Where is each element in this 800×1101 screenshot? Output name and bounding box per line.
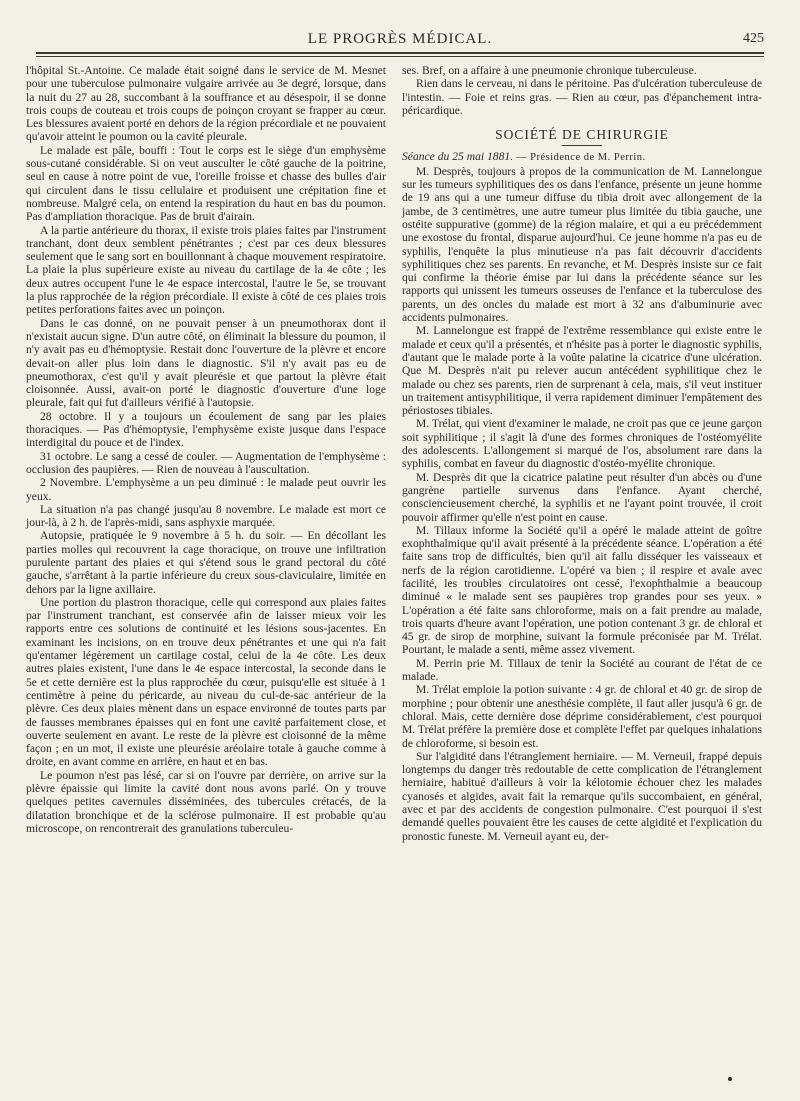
paragraph: Sur l'algidité dans l'étranglement herniaire. — M. Verneuil, frappé depuis longtemps du danger très redoutable de cette complication de l'étranglement herniaire, habitué d'ailleurs à voir la kélotomie échouer chez les malades cyanosés et algides, avait fait la remarque qu'ils succombaient, en général, avec et par des accidents de congestion pulmonaire. C'est pourquoi il s'est demandé quelles pouvaient être les causes de cette algidité et l'explication du pronostic funeste. M. Verneuil ayant eu, der- xyxy=(402,749,762,843)
paragraph: Dans le cas donné, on ne pouvait penser à un pneumothorax dont il n'existait aucun signe. D'un autre côté, on éliminait la blessure du poumon, il n'y avait pas eu d'hémoptysie. Restait donc l'ouverture de la plèvre et encore devait-on aller plus loin dans le diagnostic. S'il n'y avait pas eu de pneumothorax, c'est qu'il y avait pleurésie et que partout la plèvre était cloisonnée. Aussi, avait-on porté le diagnostic d'ouverture d'une loge pleurale, fait qui fut d'ailleurs vérifié à l'autopsie. xyxy=(26,316,386,410)
paragraph: M. Tillaux informe la Société qu'il a opéré le malade atteint de goître exophthalmique qu'il avait présenté à la précédente séance. L'opération a été faite sans trop de difficultés, bien qu'il ait fallu disséquer les vaisseaux et nerfs de la région carotidienne. L'opéré va bien ; il respire et avale avec facilité, les troubles circulatoires ont cessé, l'exophthalmie a beaucoup diminué « le malade sent ses paupières trop grandes pour ses yeux. » L'opération a été faite sans chloroforme, mais on a fait prendre au malade, trois quarts d'heure avant l'opération, une potion contenant 3 gr. de chloral et 45 gr. de sirop de morphine, suivant la formule préconisée par M. Trélat. Pourtant, le malade a senti, même assez vivement. xyxy=(402,523,762,657)
paragraph: M. Perrin prie M. Tillaux de tenir la Société au courant de l'état de ce malade. xyxy=(402,656,762,684)
section-title: SOCIÉTÉ DE CHIRURGIE xyxy=(495,127,669,143)
paragraph: M. Desprès, toujours à propos de la communication de M. Lannelongue sur les tumeurs syphilitiques des os dans l'enfance, présente un jeune homme de 19 ans qui a une tumeur diffuse du tibia droit avec allongement de la jambe, de 3 centimètres, une autre tumeur plus limitée du tibia gauche, une ostéite suppurative (gomme) de la région malaire, et qui a eu précédemment une exostose du frontal, disparue aujourd'hui. Ce jeune homme n'a pas eu de syphilis, l'enquête la plus minutieuse n'a pas fait découvrir d'accidents syphilitiques chez ses parents. En revanche, et M. Desprès insiste sur ce fait qui confirme la théorie émise par lui dans la précédente séance sur les rapports qui unissent les tumeurs osseuses de l'enfance et la tuberculose des parents, un des oncles du malade est mort à 32 ans d'albuminurie avec accidents pulmonaires. xyxy=(402,164,762,325)
session-presidency: — Présidence de M. Perrin. xyxy=(516,152,646,164)
right-column xyxy=(402,64,762,843)
paragraph: Une portion du plastron thoracique, celle qui correspond aux plaies faites par l'instrument tranchant, est conservée afin de laisser mieux voir les rapports entre ces solutions de continuité et les lésions sous-jacentes. En examinant les incisions, on en trouve deux pénétrantes et une qui n'a fait qu'entamer légèrement un cartilage costal, celui de la 4e côte. Les deux autres plaies existent, l'une dans le 4e espace intercostal, la seconde dans le 5e et cette dernière est la plus rapprochée du cœur, puisqu'elle est située à 1 centimètre à peine du péricarde, au niveau du cul-de-sac antérieur de la plèvre. Ces deux plaies mènent dans un espace environné de toutes parts par de fausses membranes épaisses qui en font une cavité parfaitement close, et ouverte seulement en avant. Le reste de la plèvre est cloisonné de la même façon ; en un mot, il existe une pleurésie aréolaire totale à gauche comme à droite, en avant comme en arrière, en haut et en bas. xyxy=(26,595,386,769)
paragraph: M. Lannelongue est frappé de l'extrême ressemblance qui existe entre le malade et ceux qu'il a présentés, et n'hésite pas à porter le diagnostic syphilis, d'autant que le malade porte à la voûte palatine la cicatrice d'une ulcération. Que M. Desprès n'ait pu relever aucun antécédent syphilitique chez le malade ou chez ses parents, rien de surprenant à cela, mais, s'il veut instituer un traitement antisyphilitique, il verra rapidement diminuer l'empâtement des périostoses tibiales. xyxy=(402,324,762,418)
paragraph: ses. Bref, on a affaire à une pneumonie chronique tuberculeuse. xyxy=(402,64,697,77)
session-line xyxy=(402,150,762,164)
paragraph: 28 octobre. Il y a toujours un écoulement de sang par les plaies thoraciques. — Pas d'hémoptysie, l'emphysème existe jusque dans l'espace interdigital du pouce et de l'index. xyxy=(26,409,386,450)
header-rule-thin xyxy=(36,56,764,57)
paragraph: M. Trélat, qui vient d'examiner le malade, ne croit pas que ce jeune garçon soit syphilitique ; il s'agit là d'une des formes chroniques de l'ostéomyélite des adolescents. L'allongement si marqué de l'os, absolument rare dans la syphilis, combat en faveur du diagnostic d'ostéo-myélite chronique. xyxy=(402,417,762,471)
paragraph: 31 octobre. Le sang a cessé de couler. — Augmentation de l'emphysème : occlusion des paupières. — Rien de nouveau à l'auscultation. xyxy=(26,449,386,476)
session-date: Séance du 25 mai 1881. xyxy=(402,150,514,164)
journal-title: LE PROGRÈS MÉDICAL. xyxy=(307,31,493,47)
paragraph: M. Trélat emploie la potion suivante : 4 gr. de chloral et 40 gr. de sirop de morphine ; pour obtenir une anesthésie complète, il faut aller jusqu'à 6 gr. de chloral. Mais, cette dernière dose déprime considérablement, c'est pourquoi M. Trélat préfère la première dose et complète l'effet par quelques inhalations de chloroforme, si besoin est. xyxy=(402,683,762,750)
page-number: 425 xyxy=(743,31,764,46)
paragraph: A la partie antérieure du thorax, il existe trois plaies faites par l'instrument tranchant, dont deux semblent pénétrantes ; c'est par ces deux blessures seulement que le sang sort en bouillonnant à chaque mouvement respiratoire. La plaie la plus supérieure existe au niveau du cartilage de la 4e côte ; les deux autres occupent l'une le 4e espace intercostal, l'autre le 5e, se trouvant la plus rapprochée de la région précordiale. Il existe à côté de ces plaies trois petites perforations faites avec un poinçon. xyxy=(26,223,386,317)
section-rule xyxy=(562,145,602,146)
ink-speck xyxy=(728,1077,732,1081)
paragraph: 2 Novembre. L'emphysème a un peu diminué : le malade peut ouvrir les yeux. xyxy=(26,476,386,503)
paragraph: Le malade est pâle, bouffi : Tout le corps est le siège d'un emphysème sous-cutané considérable. Si on veut ausculter le côté gauche de la poitrine, seul en cause à notre point de vue, l'oreille froisse et chasse des bulles d'air qui circulent dans le tissu cellulaire et produisent une crépitation fine et nombreuse. Malgré cela, on entend la respiration du haut en bas du poumon. Pas d'ampliation thoracique. Pas de bruit d'airain. xyxy=(26,143,386,224)
left-column xyxy=(26,64,386,835)
running-head xyxy=(36,28,764,50)
paragraph: Le poumon n'est pas lésé, car si on l'ouvre par derrière, on arrive sur la plèvre épaissie qui limite la cavité dont nous avons parlé. On y trouve quelques petites cavernules disséminées, des tubercules crétacés, de la dilatation bronchique et de la sclérose pulmonaire. Il est probable qu'au microscope, on rencontrerait des granulations tuberculeu- xyxy=(26,768,386,835)
paragraph: Autopsie, pratiquée le 9 novembre à 5 h. du soir. — En décollant les parties molles qui recouvrent la cage thoracique, on trouve une infiltration purulente partant des plaies et qui s'étend sous le grand pectoral du côté gauche, s'arrêtant à la partie inférieure du creux sous-claviculaire, limitée en dehors par la ligne axillaire. xyxy=(26,529,386,596)
paragraph: l'hôpital St.-Antoine. Ce malade était soigné dans le service de M. Mesnet pour une tuberculose pulmonaire vulgaire arrivée au 3e degré, lorsque, dans la nuit du 27 au 28, succombant à la souffrance et au désespoir, il se donne trois coups de couteau et trois coups de poinçon croyant se frapper au cœur. Les blessures avaient porté en dehors de la région précordiale et ne pouvaient qu'avoir atteint le poumon ou la cavité pleurale. xyxy=(26,64,386,144)
paragraph: M. Desprès dit que la cicatrice palatine peut résulter d'un abcès ou d'une gangrène partielle survenus dans l'enfance. Ayant cherché, consciencieusement cherché, la syphilis et ne l'ayant point trouvée, il croit pouvoir affirmer qu'elle n'est point en cause. xyxy=(402,470,762,524)
paragraph: La situation n'a pas changé jusqu'au 8 novembre. Le malade est mort ce jour-là, à 2 h. de l'après-midi, sans asphyxie marquée. xyxy=(26,502,386,530)
paragraph: Rien dans le cerveau, ni dans le péritoine. Pas d'ulcération tuberculeuse de l'intestin. — Foie et reins gras. — Rien au cœur, pas d'épanchement intra-péricardique. xyxy=(402,77,762,117)
header-rule-thick xyxy=(36,52,764,54)
